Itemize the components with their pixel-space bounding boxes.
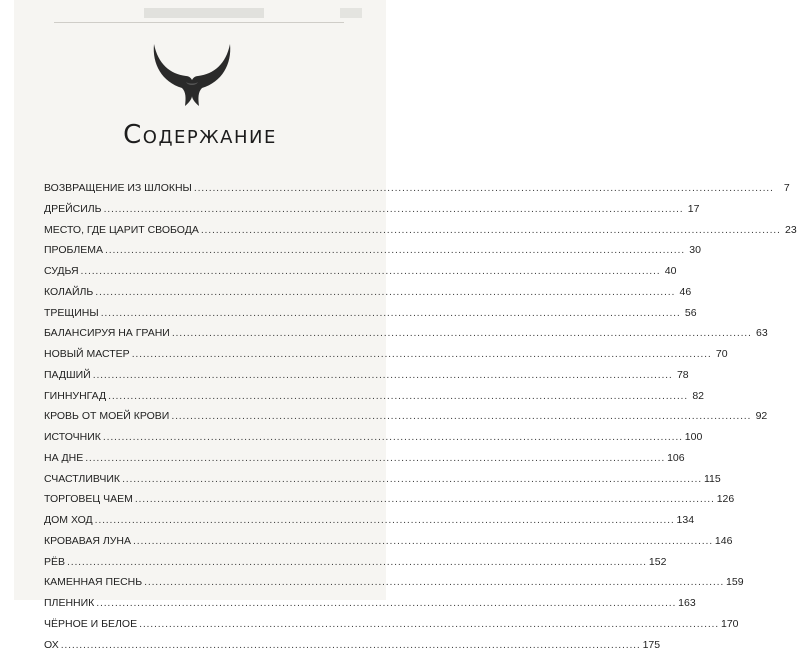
page-number-blur xyxy=(340,8,362,18)
toc-entry-title: ТОРГОВЕЦ ЧАЕМ xyxy=(44,493,133,505)
toc-entry-title: КРОВЬ ОТ МОЕЙ КРОВИ xyxy=(44,410,169,422)
toc-entry xyxy=(44,639,356,659)
toc-entry xyxy=(44,390,356,411)
toc-entry xyxy=(44,576,356,597)
toc-entry-page: 30 xyxy=(687,244,701,256)
toc-entry-title: РЁВ xyxy=(44,556,65,568)
toc-entry-title: ГИННУНГАД xyxy=(44,390,106,402)
dot-leader xyxy=(171,410,751,422)
toc-entry-title: ПЛЕННИК xyxy=(44,597,94,609)
table-of-contents xyxy=(44,182,356,659)
toc-entry xyxy=(44,182,356,203)
dot-leader xyxy=(194,182,774,194)
toc-entry-title: КРОВАВАЯ ЛУНА xyxy=(44,535,131,547)
toc-entry xyxy=(44,327,356,348)
toc-entry-page: 82 xyxy=(690,390,704,402)
toc-entry-page: 126 xyxy=(717,493,735,505)
toc-entry xyxy=(44,244,356,265)
toc-entry xyxy=(44,452,356,473)
dot-leader xyxy=(144,576,724,588)
toc-entry-page: 175 xyxy=(643,639,661,651)
dot-leader xyxy=(104,203,684,215)
dot-leader xyxy=(105,244,685,256)
toc-entry-page: 70 xyxy=(714,348,728,360)
dot-leader xyxy=(139,618,719,630)
toc-entry-page: 134 xyxy=(677,514,695,526)
dot-leader xyxy=(172,327,752,339)
toc-entry xyxy=(44,535,356,556)
toc-entry-page: 17 xyxy=(685,203,699,215)
toc-entry xyxy=(44,473,356,494)
toc-entry xyxy=(44,369,356,390)
toc-entry-title: ДОМ ХОД xyxy=(44,514,93,526)
toc-entry-page: 115 xyxy=(704,473,721,485)
header-rule xyxy=(54,22,344,23)
toc-entry-title: ПРОБЛЕМА xyxy=(44,244,103,256)
dot-leader xyxy=(96,597,676,609)
toc-entry-title: СЧАСТЛИВЧИК xyxy=(44,473,120,485)
toc-entry-page: 100 xyxy=(685,431,703,443)
toc-entry-title: НА ДНЕ xyxy=(44,452,83,464)
toc-entry-page: 7 xyxy=(776,182,790,194)
toc-entry-page: 92 xyxy=(753,410,767,422)
dot-leader xyxy=(61,639,641,651)
toc-entry-title: БАЛАНСИРУЯ НА ГРАНИ xyxy=(44,327,170,339)
toc-entry xyxy=(44,597,356,618)
toc-entry-title: СУДЬЯ xyxy=(44,265,79,277)
toc-entry xyxy=(44,286,356,307)
toc-entry-page: 78 xyxy=(675,369,689,381)
toc-entry-title: КАМЕННАЯ ПЕСНЬ xyxy=(44,576,142,588)
toc-entry-title: ДРЕЙСИЛЬ xyxy=(44,203,102,215)
toc-entry xyxy=(44,431,356,452)
toc-entry-page: 56 xyxy=(683,307,697,319)
toc-entry-page: 152 xyxy=(649,556,667,568)
toc-entry-title: ТРЕЩИНЫ xyxy=(44,307,99,319)
toc-entry xyxy=(44,556,356,577)
dot-leader xyxy=(133,535,713,547)
dot-leader xyxy=(101,307,681,319)
toc-entry-title: ОХ xyxy=(44,639,59,651)
toc-entry-page: 159 xyxy=(726,576,744,588)
dot-leader xyxy=(95,514,675,526)
book-page xyxy=(14,0,386,600)
toc-entry-title: ИСТОЧНИК xyxy=(44,431,101,443)
toc-entry-page: 63 xyxy=(754,327,768,339)
toc-entry xyxy=(44,265,356,286)
page-header xyxy=(14,0,386,120)
toc-entry-page: 23 xyxy=(783,224,797,236)
toc-entry xyxy=(44,203,356,224)
toc-entry-page: 146 xyxy=(715,535,733,547)
toc-entry xyxy=(44,410,356,431)
dot-leader xyxy=(85,452,665,464)
toc-entry-title: НОВЫЙ МАСТЕР xyxy=(44,348,130,360)
dot-leader xyxy=(201,224,781,236)
toc-entry xyxy=(44,348,356,369)
dot-leader xyxy=(93,369,673,381)
toc-entry xyxy=(44,493,356,514)
dot-leader xyxy=(122,473,702,485)
dot-leader xyxy=(103,431,683,443)
dot-leader xyxy=(108,390,688,402)
dot-leader xyxy=(95,286,675,298)
toc-entry-title: КОЛАЙЛЬ xyxy=(44,286,93,298)
ornament-icon xyxy=(148,42,236,112)
toc-entry-title: МЕСТО, ГДЕ ЦАРИТ СВОБОДА xyxy=(44,224,199,236)
toc-entry-title: ПАДШИЙ xyxy=(44,369,91,381)
toc-entry-page: 46 xyxy=(677,286,691,298)
toc-entry-page: 106 xyxy=(667,452,685,464)
toc-entry xyxy=(44,618,356,639)
dot-leader xyxy=(132,348,712,360)
dot-leader xyxy=(135,493,715,505)
toc-entry-page: 170 xyxy=(721,618,739,630)
dot-leader xyxy=(81,265,661,277)
toc-entry-title: ЧЁРНОЕ И БЕЛОЕ xyxy=(44,618,137,630)
dot-leader xyxy=(67,556,647,568)
toc-entry xyxy=(44,307,356,328)
toc-title: Содержание xyxy=(14,120,386,150)
toc-entry-title: ВОЗВРАЩЕНИЕ ИЗ ШЛОКНЫ xyxy=(44,182,192,194)
toc-entry xyxy=(44,514,356,535)
toc-entry-page: 163 xyxy=(678,597,696,609)
toc-entry-page: 40 xyxy=(662,265,676,277)
running-head-blur xyxy=(144,8,264,18)
toc-entry xyxy=(44,224,356,245)
